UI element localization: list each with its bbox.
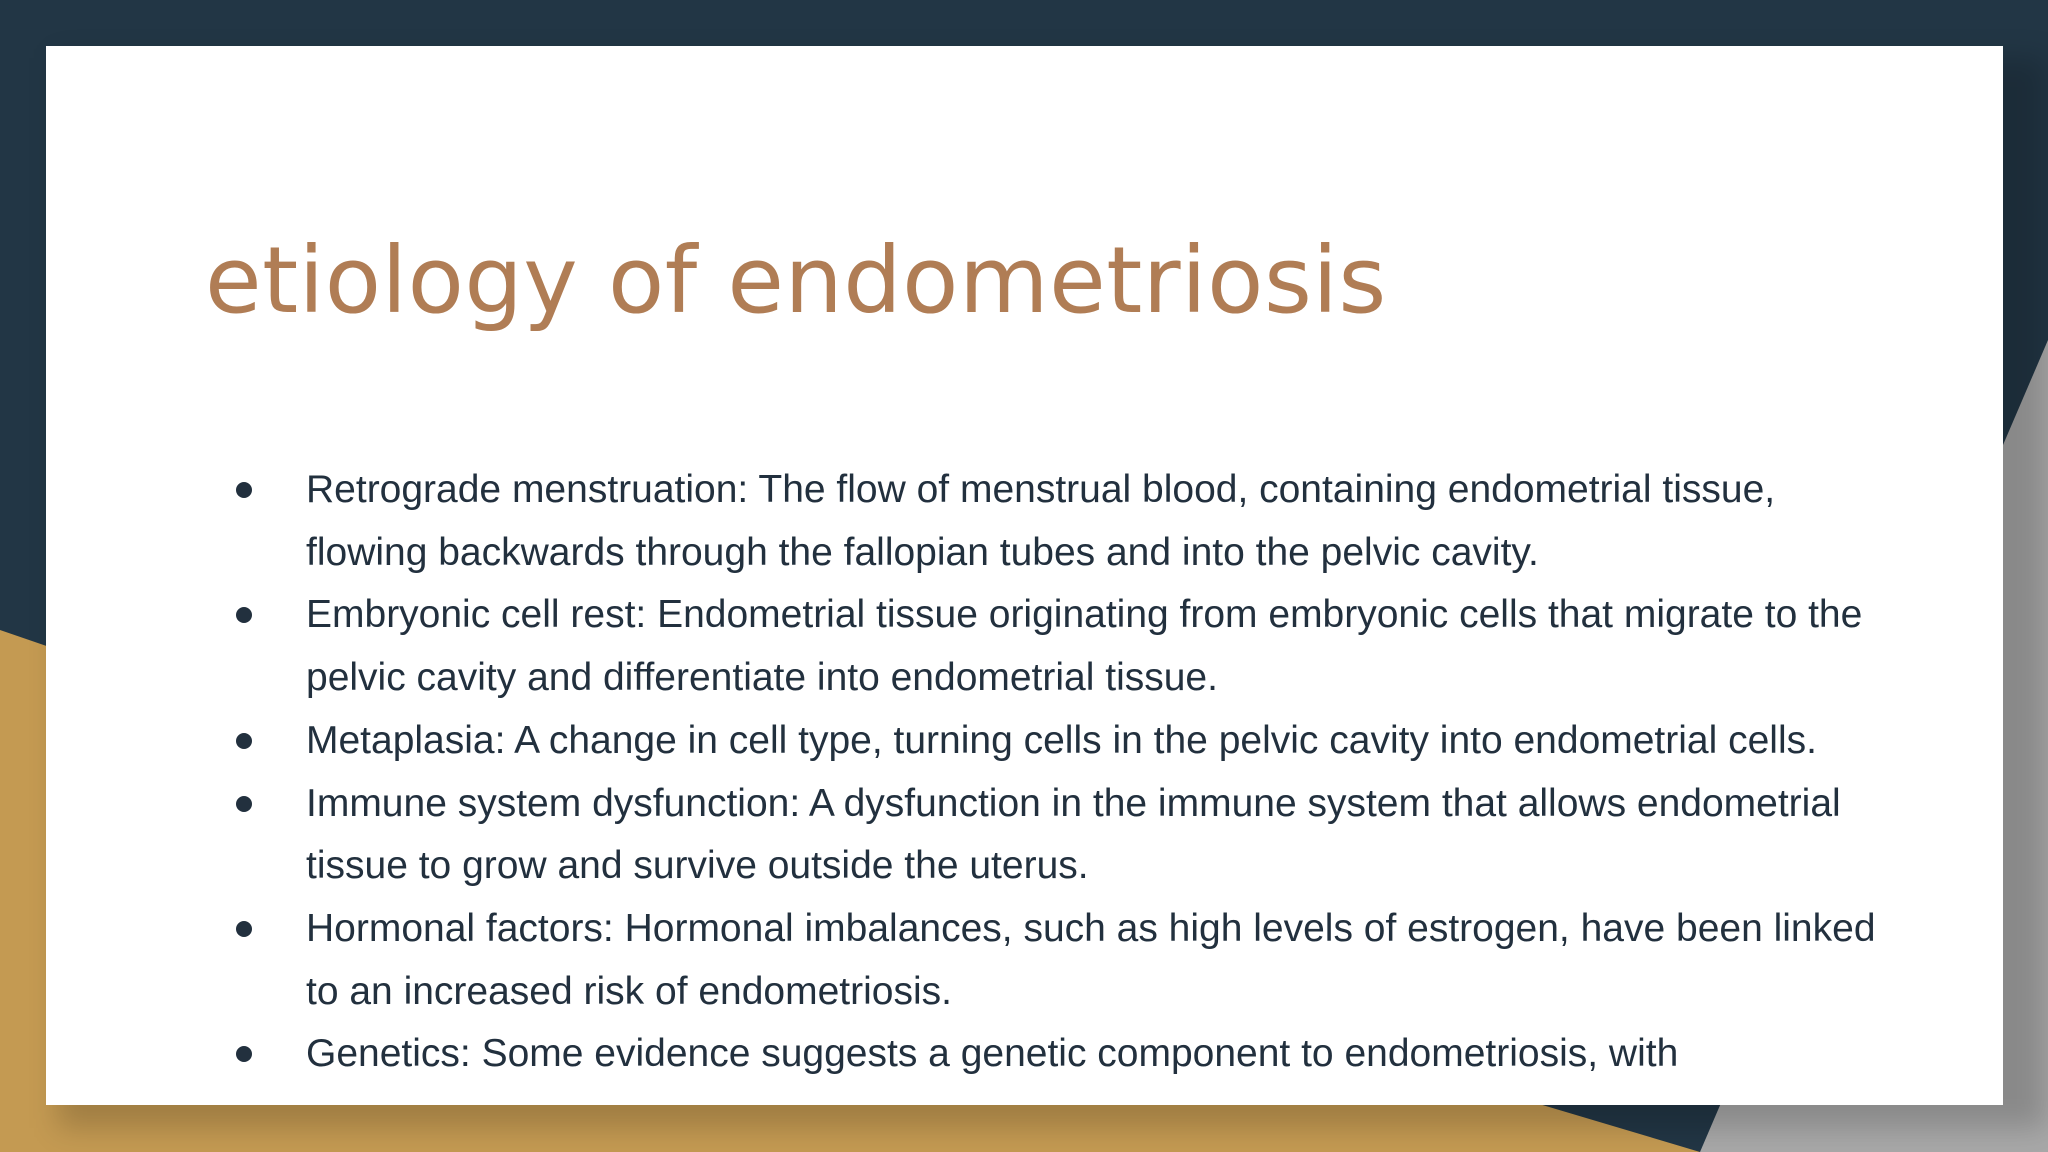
bullet-item xyxy=(306,584,1896,709)
bullet-text: Genetics: Some evidence suggests a genetic component to endometriosis, with xyxy=(306,1032,1679,1076)
bullet-dot-icon xyxy=(236,482,252,498)
bullet-item xyxy=(306,898,1896,1023)
bullet-text: Metaplasia: A change in cell type, turning cells in the pelvic cavity into endometrial cells. xyxy=(306,718,1817,762)
bullet-text: Retrograde menstruation: The flow of menstrual blood, containing endometrial tissue, flowing backwards through the fallopian tubes and into the pelvic cavity. xyxy=(306,468,1776,574)
bullet-dot-icon xyxy=(236,796,252,812)
bullet-dot-icon xyxy=(236,921,252,937)
bullet-dot-icon xyxy=(236,733,252,749)
bullet-item xyxy=(306,459,1896,584)
bullet-item xyxy=(306,1023,1896,1086)
bullet-text: Hormonal factors: Hormonal imbalances, such as high levels of estrogen, have been linked to an increased risk of endometriosis. xyxy=(306,906,1876,1013)
bullet-text: Immune system dysfunction: A dysfunction in the immune system that allows endometrial tissue to grow and survive outside the uterus. xyxy=(306,781,1841,888)
slide-title: etiology of endometriosis xyxy=(205,227,1387,334)
bullet-item xyxy=(306,773,1896,898)
bullet-text: Embryonic cell rest: Endometrial tissue originating from embryonic cells that migrate to the pelvic cavity and differentiate into endometrial tissue. xyxy=(306,593,1863,700)
bullet-item xyxy=(306,710,1896,773)
bullet-list xyxy=(306,459,1896,1086)
